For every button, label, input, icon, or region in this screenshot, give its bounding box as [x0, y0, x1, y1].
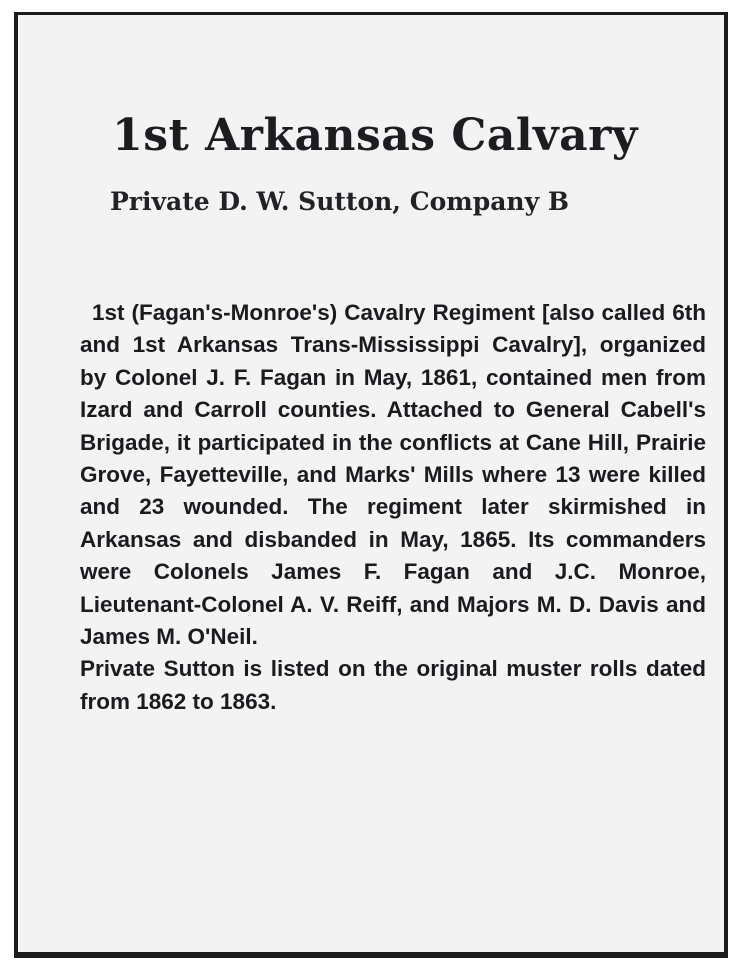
- poster-sheet: [14, 12, 728, 958]
- history-paragraph: 1st (Fagan's-Monroe's) Cavalry Regiment [also called 6th and 1st Arkansas Trans-Mississippi Cavalry], organized by Colonel J. F. Fagan in May, 1861, contained men from Izard and Carroll counties. Attached to General Cabell's Brigade, it participated in the conflicts at Cane Hill, Prairie Grove, Fayetteville, and Marks' Mills where 13 were killed and 23 wounded. The regiment later skirmished in Arkansas and disbanded in May, 1865. Its commanders were Colonels James F. Fagan and J.C. Monroe, Lieutenant-Colonel A. V. Reiff, and Majors M. D. Davis and James M. O'Neil.: [80, 300, 706, 650]
- muster-roll-paragraph: Private Sutton is listed on the original muster rolls dated from 1862 to 1863.: [80, 656, 706, 714]
- poster-body: [80, 297, 706, 718]
- poster-title: 1st Arkansas Calvary: [112, 110, 638, 161]
- poster-subtitle: Private D. W. Sutton, Company B: [110, 187, 569, 216]
